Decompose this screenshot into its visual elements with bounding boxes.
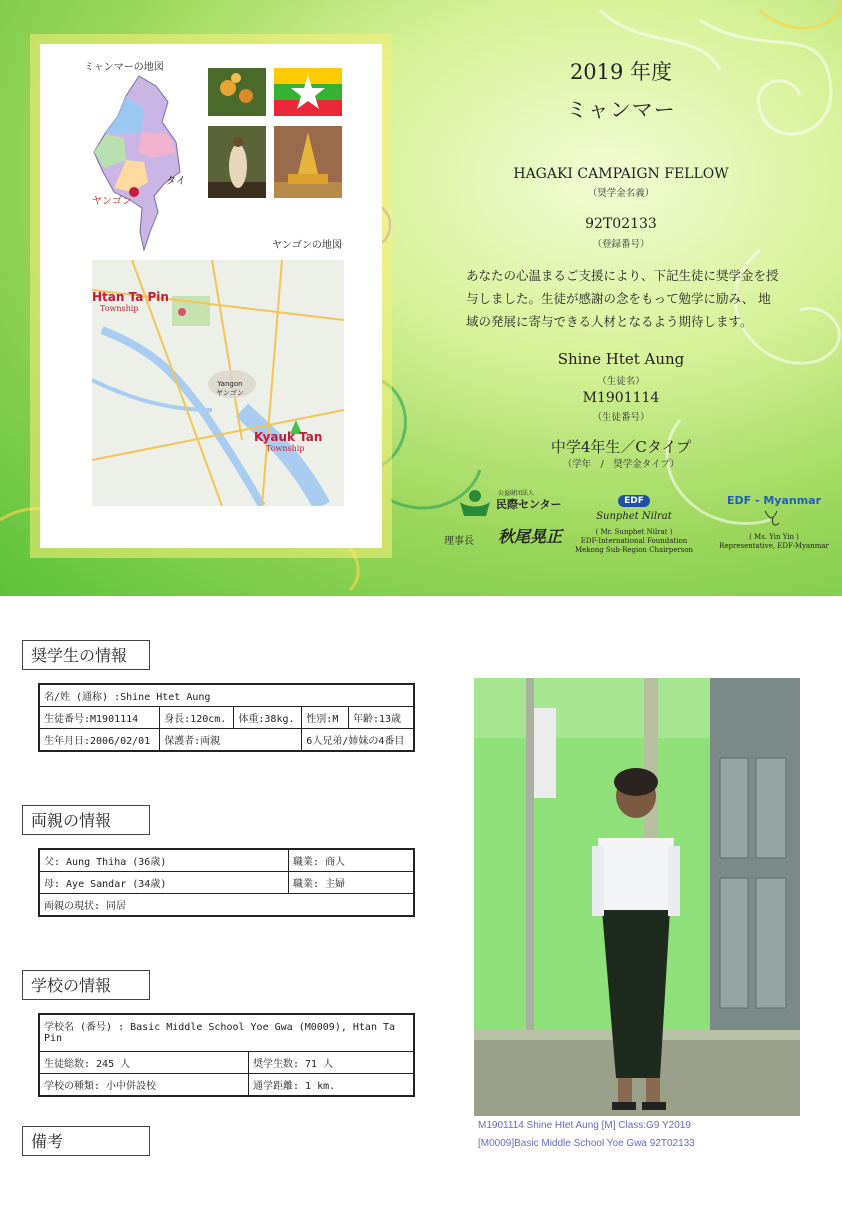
org2-logo: EDF [618, 495, 650, 507]
photo-caption-line1: M1901114 Shine Htet Aung [M] Class:G9 Y2019 [478, 1120, 691, 1131]
myanmar-flag-icon [274, 68, 342, 116]
school-type-cell: 学校の種類: 小中併設校 [39, 1074, 249, 1097]
signature-block-3 [718, 494, 830, 551]
guardian-cell: 保護者:両親 [160, 729, 302, 752]
city-label-jp: ヤンゴン [216, 389, 244, 397]
place-sublabel-htan-ta-pin: Township [100, 304, 139, 313]
place-label-htan-ta-pin: Htan Ta Pin [92, 290, 169, 304]
org2-line2: Mekong Sub-Region Chairperson [574, 546, 694, 554]
scholars-cell: 奨学生数: 71 人 [249, 1052, 415, 1074]
age-cell: 年齢:13歳 [348, 707, 414, 729]
table-row [39, 872, 414, 894]
student-name-cell: 名/姓 (通称) :Shine Htet Aung [39, 684, 414, 707]
certificate-background [0, 0, 842, 596]
city-label [216, 380, 244, 398]
org1-logo-icon [458, 488, 492, 522]
table-row [39, 1014, 414, 1052]
myanmar-map-title: ミャンマーの地図 [84, 62, 164, 73]
parent-status-cell: 両親の現状: 同居 [39, 894, 414, 917]
org1-name: 秋尾晃正 [498, 527, 563, 546]
org1-logo-small: 公益財団法人 [498, 490, 535, 497]
certificate-country: ミャンマー [566, 98, 676, 122]
student-number-caption: （生徒番号） [592, 412, 650, 423]
student-number: M1901114 [582, 390, 660, 406]
student-info-heading: 奨学生の情報 [22, 640, 150, 670]
distance-cell: 通学距離: 1 km. [249, 1074, 415, 1097]
registration-number: 92T02133 [585, 216, 657, 232]
fellow-title: HAGAKI CAMPAIGN FELLOW [513, 166, 729, 182]
certificate-message: あなたの心温まるご支援により、下記生徒に奨学金を授与しました。生徒が感謝の念をもって勉学に励み、 地域の発展に寄与できる人材となるよう期待します。 [466, 268, 779, 329]
school-name-cell: 学校名 (番号) : Basic Middle School Yoe Gwa (M0009), Htan Ta Pin [39, 1014, 414, 1052]
signature-block-2 [572, 488, 696, 555]
student-name: Shine Htet Aung [557, 350, 685, 368]
school-info-table [38, 1013, 415, 1097]
fellow-caption: （奨学金名義） [587, 188, 655, 199]
student-name-caption: （生徒名） [597, 376, 645, 387]
table-row [39, 729, 414, 752]
org2-name: ( Mr. Sunphet Nilrat ) [595, 528, 673, 536]
place-label-kyauk-tan: Kyauk Tan [254, 430, 323, 444]
school-info-heading: 学校の情報 [22, 970, 150, 1000]
table-row [39, 894, 414, 917]
org3-logo: EDF - Myanmar [726, 494, 822, 507]
org1-logo-text: 民際センター [496, 498, 562, 511]
yangon-map-title: ヤンゴンの地図 [272, 240, 342, 251]
table-row [39, 1052, 414, 1074]
place-sublabel-kyauk-tan: Township [266, 444, 305, 453]
siblings-cell: 6人兄弟/姉妹の4番目 [302, 729, 414, 752]
dancer-photo [208, 126, 266, 198]
table-row [39, 707, 414, 729]
height-cell: 身長:120cm. [160, 707, 234, 729]
registration-caption: （登録番号） [592, 239, 650, 250]
student-photo-graphic [474, 678, 800, 1116]
org3-line1: Representative, EDF-Myanmar [719, 542, 829, 550]
org2-signature: Sunphet Nilrat [596, 511, 672, 522]
map-card [40, 44, 382, 548]
org1-title: 理事長 [444, 536, 474, 547]
photo-caption-line2: [M0009]Basic Middle School Yoe Gwa 92T02133 [478, 1138, 695, 1149]
student-info-table [38, 683, 415, 752]
yangon-label: ヤンゴン [92, 196, 132, 207]
certificate-year: 2019 年度 [569, 60, 673, 84]
weight-cell: 体重:38kg. [234, 707, 302, 729]
myanmar-map-icon [84, 72, 194, 254]
total-students-cell: 生徒総数: 245 人 [39, 1052, 249, 1074]
city-label-en: Yangon [217, 380, 243, 388]
student-number-cell: 生徒番号:M1901114 [39, 707, 160, 729]
parent-info-table [38, 848, 415, 917]
mother-cell: 母: Aye Sandar (34歳) [39, 872, 289, 894]
pagoda-photo [274, 126, 342, 198]
father-job-cell: 職業: 商人 [289, 849, 415, 872]
student-photo [474, 678, 800, 1116]
sex-cell: 性別:M [302, 707, 349, 729]
mother-job-cell: 職業: 主婦 [289, 872, 415, 894]
birthdate-cell: 生年月日:2006/02/01 [39, 729, 160, 752]
parent-info-heading: 両親の情報 [22, 805, 150, 835]
org3-signature-icon [759, 507, 789, 529]
father-cell: 父: Aung Thiha (36歳) [39, 849, 289, 872]
table-row [39, 684, 414, 707]
thailand-label: タイ [166, 176, 186, 187]
table-row [39, 849, 414, 872]
grade-caption: （学年 / 奨学金タイプ） [562, 459, 680, 470]
remarks-heading: 備考 [22, 1126, 150, 1156]
org2-line1: EDF-International Foundation [580, 537, 688, 545]
org3-name: ( Ms. Yin Yin ) [749, 533, 799, 541]
grade-type: 中学4年生／Cタイプ [550, 438, 692, 456]
flower-photo [208, 68, 266, 116]
table-row [39, 1074, 414, 1097]
